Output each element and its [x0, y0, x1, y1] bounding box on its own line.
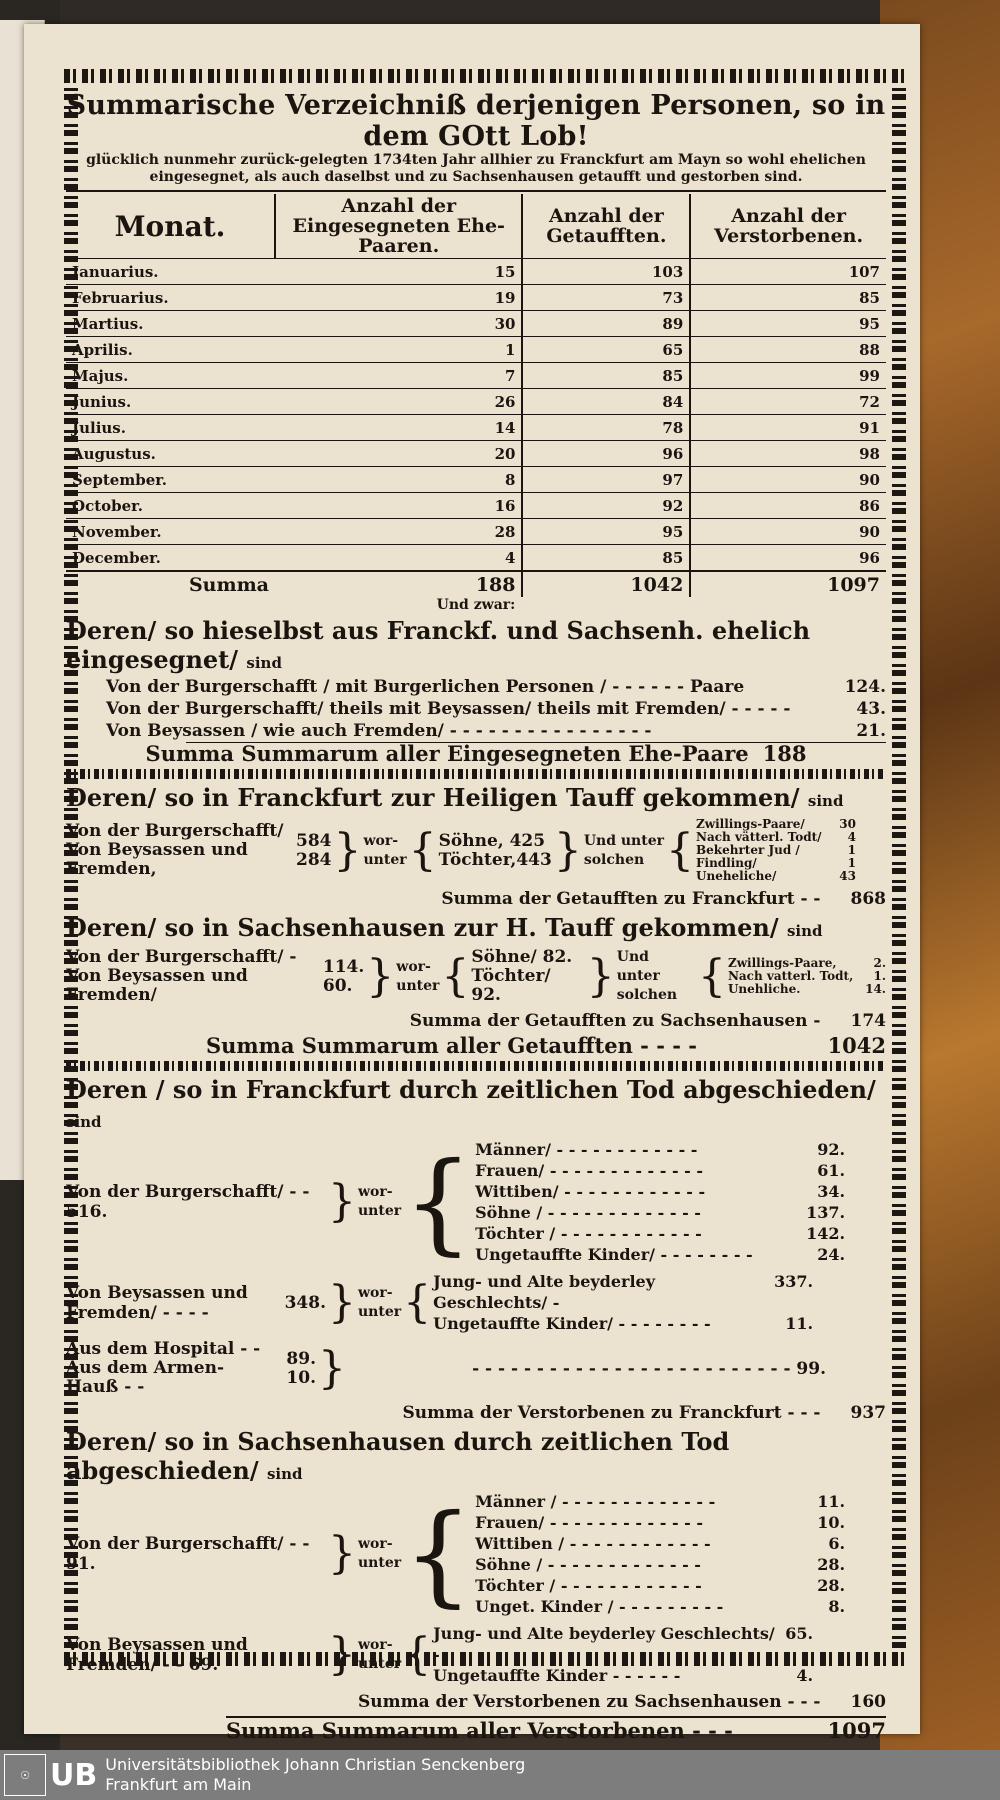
brace: }: [333, 824, 362, 876]
married-line-value: 21.: [856, 721, 886, 741]
married-cell: 30: [275, 311, 522, 337]
bapt-grand-row: [66, 1035, 886, 1057]
died-ffm-title: [66, 1075, 886, 1133]
died-ffm-total-value: 937: [850, 1403, 886, 1423]
bapt-sh-special-item-label: Nach vatterl. Todt,: [727, 969, 854, 983]
sum-baptized: 1042: [522, 571, 690, 597]
table-row: [66, 311, 886, 337]
died-ffm-beys-item-value: 337.: [774, 1272, 814, 1291]
bapt-ffm-source-value: 284: [296, 849, 332, 870]
died-sh-beys-item: [433, 1665, 813, 1686]
bapt-sh-special-item-value: 14.: [865, 982, 886, 996]
bapt-ffm-sind: sind: [807, 792, 844, 810]
married-line-label: Von der Burgerschafft / mit Burgerlichen Personen / - - - - - - Paare: [106, 677, 745, 697]
died-sh-burger-item-value: 10.: [817, 1513, 846, 1532]
died-cell: 98: [690, 441, 886, 467]
month-cell: November.: [66, 519, 275, 545]
table-row: [66, 337, 886, 363]
died-ffm-beys-label: Von Beysassen und Fremden/ - - - -: [66, 1282, 248, 1323]
married-cell: 28: [275, 519, 522, 545]
died-cell: 72: [690, 389, 886, 415]
table-row: [66, 493, 886, 519]
died-ffm-burger-item: [475, 1139, 845, 1160]
month-cell: Januarius.: [66, 259, 275, 285]
bapt-sh-total-label: Summa der Getaufften zu Sachsenhausen -: [409, 1011, 821, 1031]
bapt-sh-source-value: 60.: [322, 975, 353, 996]
brace: {: [403, 1490, 474, 1618]
died-ffm-burger-item-value: 34.: [817, 1182, 846, 1201]
married-total-label: Summa Summarum aller Eingesegneten Ehe-Paare: [145, 741, 749, 766]
married-cell: 7: [275, 363, 522, 389]
died-sh-burger-item-label: Töchter / - - - - - - - - - - - -: [475, 1576, 702, 1595]
married-line: [106, 698, 886, 720]
died-sh-burger-item: [475, 1575, 845, 1596]
bapt-ffm-special-item-label: Findling/: [696, 856, 757, 870]
died-cell: 90: [690, 467, 886, 493]
library-footer: [0, 1750, 1000, 1800]
document-subtitle: glücklich nunmehr zurück-gelegten 1734ten Jahr allhier zu Franckfurt am Mayn so wohl ehelichen eingesegnet, als auch daselbst und zu Sachsenhausen getaufft und gestorben sind.: [86, 152, 866, 185]
died-ffm-beys-item: [433, 1271, 813, 1313]
table-row: [66, 363, 886, 389]
wor-unter: [358, 1284, 401, 1322]
month-cell: Aprilis.: [66, 337, 275, 363]
died-cell: 107: [690, 259, 886, 285]
bapt-ffm-special-item-value: 1: [847, 856, 856, 870]
died-sh-total-value: 160: [850, 1692, 886, 1712]
died-ffm-beys-item-value: 11.: [785, 1314, 814, 1333]
bapt-sh-source: Von der Burgerschafft/ -: [66, 947, 297, 967]
died-ffm-burger-label: Von der Burgerschafft/ - - 516.: [66, 1182, 310, 1222]
bapt-ffm-group: [66, 818, 886, 883]
bapt-ffm-source-values: [296, 832, 332, 870]
bapt-sh-special: [728, 957, 886, 996]
died-ffm-burger-item: [475, 1244, 845, 1265]
und-unter-solchen: [584, 832, 664, 870]
died-ffm-burger-item-label: Frauen/ - - - - - - - - - - - - -: [475, 1161, 704, 1180]
brace: {: [697, 950, 726, 1002]
sum-row: [66, 571, 886, 597]
baptized-cell: 84: [522, 389, 690, 415]
died-cell: 90: [690, 519, 886, 545]
died-sh-burger-item-label: Unget. Kinder / - - - - - - - - -: [475, 1597, 724, 1616]
ornament-divider: [66, 769, 886, 779]
baptized-cell: 73: [522, 285, 690, 311]
bapt-sh-source-values: [323, 958, 364, 996]
bapt-ffm-source: Von der Burgerschafft/: [66, 821, 284, 841]
bapt-ffm-special-item-value: 30: [839, 817, 856, 831]
died-cell: 86: [690, 493, 886, 519]
married-line-label: Von Beysassen / wie auch Fremden/ - - - - - - - - - - - - - - - -: [106, 721, 652, 741]
died-sh-beys-item: [433, 1623, 813, 1665]
header-baptized: Anzahl der Getaufften.: [522, 194, 690, 259]
died-ffm-burger-item-value: 92.: [817, 1140, 846, 1159]
brace: {: [666, 824, 694, 876]
died-sh-burger-group: [66, 1491, 886, 1617]
died-cell: 91: [690, 415, 886, 441]
bapt-ffm-special-item-value: 4: [847, 830, 856, 844]
married-cell: 20: [275, 441, 522, 467]
died-ffm-burger-item: [475, 1223, 845, 1244]
brace: {: [441, 950, 470, 1002]
ornament-divider: [66, 1061, 886, 1071]
died-sh-burger-item: [475, 1533, 845, 1554]
married-sind: sind: [246, 654, 282, 672]
died-ffm-burger-item-value: 142.: [806, 1224, 846, 1243]
document-title: Summarische Verzeichniß derjenigen Personen, so in dem GOtt Lob!: [66, 90, 886, 152]
baptized-cell: 89: [522, 311, 690, 337]
unter-label: unter: [358, 1303, 402, 1320]
header-married: Anzahl der Eingesegneten Ehe-Paaren.: [275, 194, 522, 259]
brace: }: [318, 1342, 346, 1394]
married-cell: 8: [275, 467, 522, 493]
married-line: [106, 676, 886, 698]
brace: {: [403, 1138, 474, 1266]
solchen-label: solchen: [583, 851, 645, 868]
died-sh-burger-item-value: 8.: [828, 1597, 846, 1616]
baptized-cell: 103: [522, 259, 690, 285]
died-sh-burger-item-label: Söhne / - - - - - - - - - - - - -: [475, 1555, 701, 1574]
footer-line-2: Frankfurt am Main: [105, 1775, 252, 1794]
bapt-ffm-kid: Söhne, 425: [438, 830, 546, 851]
armenhaus-value: 10.: [286, 1367, 316, 1388]
month-cell: Augustus.: [66, 441, 275, 467]
hospital-label: Aus dem Hospital - -: [66, 1339, 261, 1359]
table-row: [66, 545, 886, 572]
bapt-sh-kids: [471, 948, 584, 1005]
died-sh-beys-group: [66, 1623, 886, 1686]
died-sh-burger-item-value: 11.: [817, 1492, 846, 1511]
bapt-sh-special-item: [728, 983, 886, 996]
unter-label: unter: [358, 1655, 402, 1672]
died-ffm-beys-group: [66, 1271, 886, 1334]
bapt-sh-sind: sind: [786, 922, 823, 940]
bapt-grand-value: 1042: [827, 1033, 886, 1058]
died-sh-beys-item-label: Jung- und Alte beyderley Geschlechts/ -: [433, 1624, 775, 1664]
bapt-ffm-total-row: [66, 889, 886, 909]
baptized-cell: 96: [522, 441, 690, 467]
married-cell: 19: [275, 285, 522, 311]
divider: [66, 190, 886, 192]
died-cell: 88: [690, 337, 886, 363]
month-cell: Junius.: [66, 389, 275, 415]
bapt-sh-sources: [66, 948, 323, 1005]
library-seal-icon: ☉: [4, 1754, 46, 1796]
bapt-sh-special-item-label: Unehliche.: [727, 982, 801, 996]
died-sh-burger-item-value: 28.: [817, 1555, 846, 1574]
footer-line-1: Universitätsbibliothek Johann Christian Senckenberg: [105, 1755, 526, 1774]
died-sh-burger-item-label: Wittiben / - - - - - - - - - - - -: [475, 1534, 711, 1553]
died-cell: 95: [690, 311, 886, 337]
brace: }: [586, 950, 615, 1002]
hospital-value: 89.: [286, 1348, 316, 1369]
header-died: Anzahl der Verstorbenen.: [714, 205, 864, 247]
baptized-cell: 65: [522, 337, 690, 363]
bapt-ffm-special-item-label: Uneheliche/: [696, 869, 777, 883]
unter-label: unter: [358, 1555, 402, 1571]
bapt-ffm-kid: Töchter,443: [438, 849, 552, 870]
married-cell: 1: [275, 337, 522, 363]
sum-died: 1097: [690, 571, 886, 597]
wor-unter: [358, 1636, 401, 1674]
bapt-ffm-title-text: Deren/ so in Franckfurt zur Heiligen Tauff gekommen/: [66, 783, 800, 812]
brace: }: [366, 950, 395, 1002]
died-grand-label: Summa Summarum aller Verstorbenen - - -: [226, 1718, 733, 1743]
married-line: [106, 720, 886, 742]
bapt-sh-title: [66, 913, 886, 942]
footer-text: [105, 1755, 525, 1795]
wor-label: wor-: [358, 1284, 393, 1301]
bapt-sh-total-row: [66, 1011, 886, 1031]
baptized-cell: 85: [522, 545, 690, 572]
died-sh-burger-label: Von der Burgerschafft/ - - 91.: [66, 1534, 310, 1574]
married-cell: 15: [275, 259, 522, 285]
died-ffm-burger-item-value: 61.: [817, 1161, 846, 1180]
bapt-ffm-source: Von Beysassen und Fremden,: [66, 840, 248, 879]
died-ffm-sind: sind: [66, 1113, 102, 1131]
bapt-ffm-special: [696, 818, 856, 883]
bapt-ffm-special-item: [696, 870, 856, 883]
und-unter-label: Und unter: [583, 832, 664, 849]
married-cell: 16: [275, 493, 522, 519]
und-zwar: Und zwar:: [436, 597, 516, 613]
month-cell: Majus.: [66, 363, 275, 389]
died-cell: 96: [690, 545, 886, 572]
brace: }: [328, 1528, 356, 1579]
ub-logo: UB: [50, 1757, 98, 1793]
armenhaus-label: Aus dem Armen-Hauß - -: [66, 1358, 225, 1397]
died-sh-burger-item: [475, 1512, 845, 1533]
died-ffm-burger-item-label: Wittiben/ - - - - - - - - - - - -: [475, 1182, 706, 1201]
married-line-value: 124.: [844, 677, 886, 697]
brace: }: [328, 1628, 356, 1680]
died-ffm-beys-item-label: Ungetauffte Kinder/ - - - - - - - -: [433, 1314, 711, 1333]
wor-label: wor-: [358, 1184, 393, 1200]
hospital-sum-value: 99.: [796, 1358, 826, 1379]
died-ffm-beys-value: 348.: [284, 1292, 326, 1313]
married-cell: 14: [275, 415, 522, 441]
died-ffm-burger-item-label: Männer/ - - - - - - - - - - - -: [475, 1140, 698, 1159]
month-cell: September.: [66, 467, 275, 493]
month-cell: Martius.: [66, 311, 275, 337]
month-cell: Julius.: [66, 415, 275, 441]
bapt-ffm-special-item-label: Nach vätterl. Todt/: [696, 830, 822, 844]
died-ffm-beys-item: [433, 1313, 813, 1334]
died-sh-burger-item-label: Männer / - - - - - - - - - - - - -: [475, 1492, 716, 1511]
died-sh-title: [66, 1427, 886, 1485]
brace: }: [328, 1276, 356, 1328]
married-cell: 4: [275, 545, 522, 572]
und-unter-solchen: [617, 948, 696, 1005]
married-lines: [66, 676, 886, 742]
table-row: [66, 259, 886, 285]
died-sh-burger-list: [475, 1491, 845, 1617]
brace: {: [403, 1276, 432, 1328]
unter-label: unter: [396, 977, 440, 994]
died-ffm-burger-item-label: Töchter / - - - - - - - - - - - -: [475, 1224, 702, 1243]
died-ffm-burger-item-value: 137.: [806, 1203, 846, 1222]
baptized-cell: 85: [522, 363, 690, 389]
baptized-cell: 95: [522, 519, 690, 545]
married-line-label: Von der Burgerschafft/ theils mit Beysassen/ theils mit Fremden/ - - - - -: [106, 699, 791, 719]
died-sh-burger-item-label: Frauen/ - - - - - - - - - - - - -: [475, 1513, 704, 1532]
died-cell: 99: [690, 363, 886, 389]
bapt-sh-total-value: 174: [850, 1011, 886, 1031]
died-cell: 85: [690, 285, 886, 311]
bapt-ffm-special-item-label: Bekehrter Jud /: [696, 843, 800, 857]
died-ffm-burger-item: [475, 1160, 845, 1181]
und-unter-label: Und unter: [616, 949, 660, 984]
bapt-ffm-source-value: 584: [296, 830, 332, 851]
died-ffm-beys-list: [433, 1271, 813, 1334]
brace: {: [403, 1628, 432, 1680]
baptized-cell: 92: [522, 493, 690, 519]
solchen-label: solchen: [616, 987, 678, 1003]
wor-label: wor-: [363, 832, 399, 849]
married-title-text: Deren/ so hieselbst aus Franckf. und Sachsenh. ehelich eingesegnet/: [66, 616, 811, 674]
table-row: [66, 519, 886, 545]
died-sh-title-text: Deren/ so in Sachsenhausen durch zeitlichen Tod abgeschieden/: [66, 1427, 730, 1485]
died-ffm-burger-item: [475, 1202, 845, 1223]
wor-label: wor-: [358, 1636, 393, 1653]
table-row: [66, 285, 886, 311]
bapt-sh-special-item-value: 2.: [873, 956, 886, 970]
unter-label: unter: [358, 1203, 402, 1219]
died-sh-beys-item-value: 65.: [785, 1624, 814, 1643]
died-ffm-total-label: Summa der Verstorbenen zu Franckfurt - - -: [402, 1403, 821, 1423]
brace: }: [328, 1176, 356, 1227]
died-ffm-hosp-group: [66, 1340, 886, 1397]
sum-label: Summa: [66, 571, 275, 597]
bapt-ffm-special-item-value: 1: [847, 843, 856, 857]
month-cell: December.: [66, 545, 275, 572]
died-ffm-hosp-values: [266, 1350, 316, 1388]
died-sh-beys-item-label: Ungetauffte Kinder - - - - - -: [433, 1666, 681, 1685]
married-line-value: 43.: [856, 699, 886, 719]
bapt-sh-source-value: 114.: [322, 956, 365, 977]
month-cell: October.: [66, 493, 275, 519]
died-ffm-burger-list: [475, 1139, 845, 1265]
died-sh-burger-item-value: 6.: [828, 1534, 846, 1553]
died-sh-burger-item: [475, 1596, 845, 1617]
married-total-value: 188: [762, 741, 807, 766]
died-sh-total-row: [66, 1692, 886, 1712]
died-ffm-burger-item-label: Söhne / - - - - - - - - - - - - -: [475, 1203, 701, 1222]
died-grand-row: [66, 1720, 886, 1742]
died-sh-beys-item-value: 4.: [796, 1666, 814, 1685]
wor-unter: [396, 958, 439, 996]
died-ffm-burger-item: [475, 1181, 845, 1202]
died-ffm-burger-group: [66, 1139, 886, 1265]
table-row: [66, 467, 886, 493]
bapt-ffm-kids: [439, 832, 552, 870]
died-ffm-beys-item-label: Jung- und Alte beyderley Geschlechts/ -: [433, 1272, 656, 1312]
table-row: [66, 389, 886, 415]
died-sh-beys-label: Von Beysassen und Fremden/ - - 69.: [66, 1634, 248, 1675]
died-ffm-burger-item-label: Ungetauffte Kinder/ - - - - - - - -: [475, 1245, 753, 1264]
married-cell: 26: [275, 389, 522, 415]
died-sh-total-label: Summa der Verstorbenen zu Sachsenhausen - - -: [358, 1692, 821, 1712]
bapt-ffm-special-item-label: Zwillings-Paare/: [696, 817, 805, 831]
died-sh-burger-item-value: 28.: [817, 1576, 846, 1595]
died-sh-sind: sind: [266, 1465, 303, 1483]
bapt-sh-group: [66, 948, 886, 1005]
died-sh-burger-item: [475, 1491, 845, 1512]
hospital-sum: - - - - - - - - - - - - - - - - - - - - - - - - - 99.: [472, 1358, 826, 1379]
document-content: [66, 80, 886, 1742]
brace: }: [553, 824, 582, 876]
married-total-row: [66, 743, 886, 765]
bapt-ffm-total-value: 868: [850, 889, 886, 909]
married-section-title: [66, 616, 886, 674]
bapt-grand-label: Summa Summarum aller Getaufften - - - -: [206, 1033, 697, 1058]
sum-married: 188: [275, 571, 522, 597]
bapt-sh-special-item-label: Zwillings-Paare,: [727, 956, 837, 970]
bapt-ffm-sources: [66, 822, 296, 879]
baptized-cell: 78: [522, 415, 690, 441]
table-row: [66, 441, 886, 467]
wor-unter: [358, 1183, 401, 1221]
bapt-sh-kid: Töchter/ 92.: [471, 966, 551, 1005]
brace: {: [408, 824, 437, 876]
bapt-ffm-special-item-value: 43: [839, 869, 856, 883]
died-ffm-burger-item-value: 24.: [817, 1245, 846, 1264]
unter-label: unter: [363, 851, 407, 868]
died-ffm-title-text: Deren / so in Franckfurt durch zeitlichen Tod abgeschieden/: [66, 1075, 876, 1104]
wor-unter: [358, 1535, 401, 1573]
died-ffm-total-row: [66, 1403, 886, 1423]
bapt-sh-source: Von Beysassen und Fremden/: [66, 966, 248, 1005]
bapt-ffm-title: [66, 783, 886, 812]
died-ffm-hosp-labels: [66, 1340, 266, 1397]
baptized-cell: 97: [522, 467, 690, 493]
bapt-sh-kid: Söhne/ 82.: [471, 947, 573, 967]
wor-label: wor-: [396, 958, 431, 975]
table-row: [66, 415, 886, 441]
wor-label: wor-: [358, 1536, 393, 1552]
died-sh-beys-list: [433, 1623, 813, 1686]
bapt-sh-special-item-value: 1.: [873, 969, 886, 983]
bapt-sh-title-text: Deren/ so in Sachsenhausen zur H. Tauff gekommen/: [66, 913, 779, 942]
wor-unter: [364, 832, 407, 870]
monthly-table: [66, 194, 886, 597]
header-month: Monat.: [66, 194, 275, 259]
month-cell: Februarius.: [66, 285, 275, 311]
bapt-ffm-total-label: Summa der Getaufften zu Franckfurt - -: [441, 889, 821, 909]
died-sh-burger-item: [475, 1554, 845, 1575]
died-grand-value: 1097: [827, 1718, 886, 1743]
